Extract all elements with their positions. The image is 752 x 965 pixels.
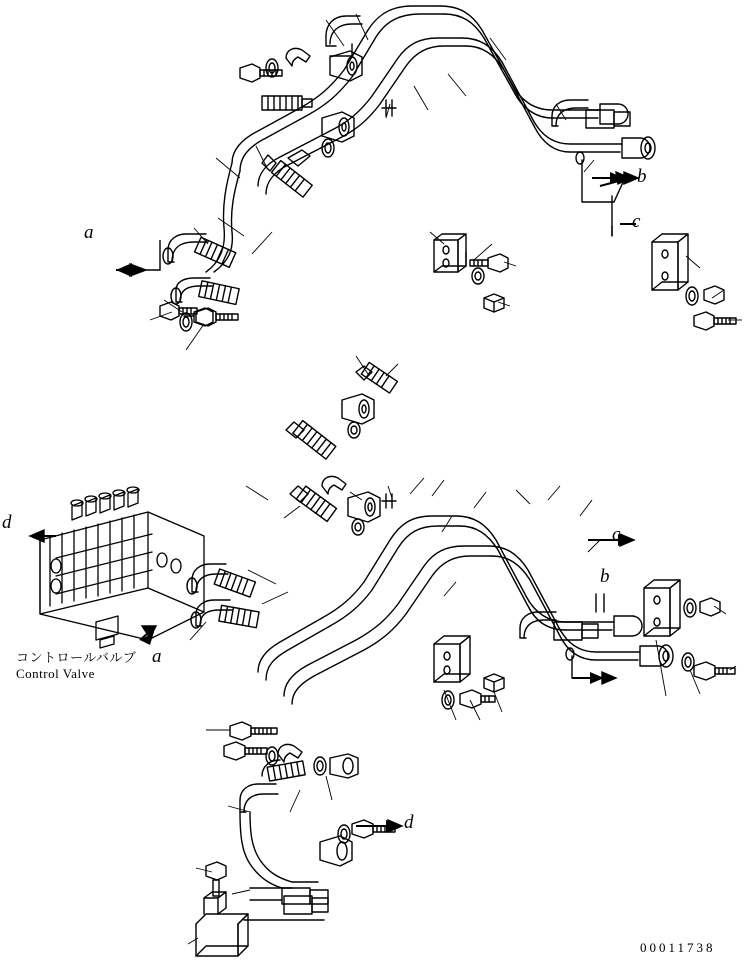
control-valve-label-japanese: コントロールバルブ bbox=[16, 650, 137, 665]
callout-a-top: a bbox=[84, 222, 94, 243]
callout-c-top: c bbox=[632, 211, 641, 232]
control-valve-label-english: Control Valve bbox=[16, 666, 95, 681]
callout-d-mid: d bbox=[2, 512, 12, 533]
callout-b-mid: b bbox=[600, 566, 610, 587]
callout-d-bottom: d bbox=[404, 812, 414, 833]
callout-c-mid: c bbox=[612, 524, 621, 545]
callout-a-mid: a bbox=[152, 646, 162, 667]
part-number: 00011738 bbox=[640, 940, 716, 955]
callout-b-top: b bbox=[637, 166, 647, 187]
